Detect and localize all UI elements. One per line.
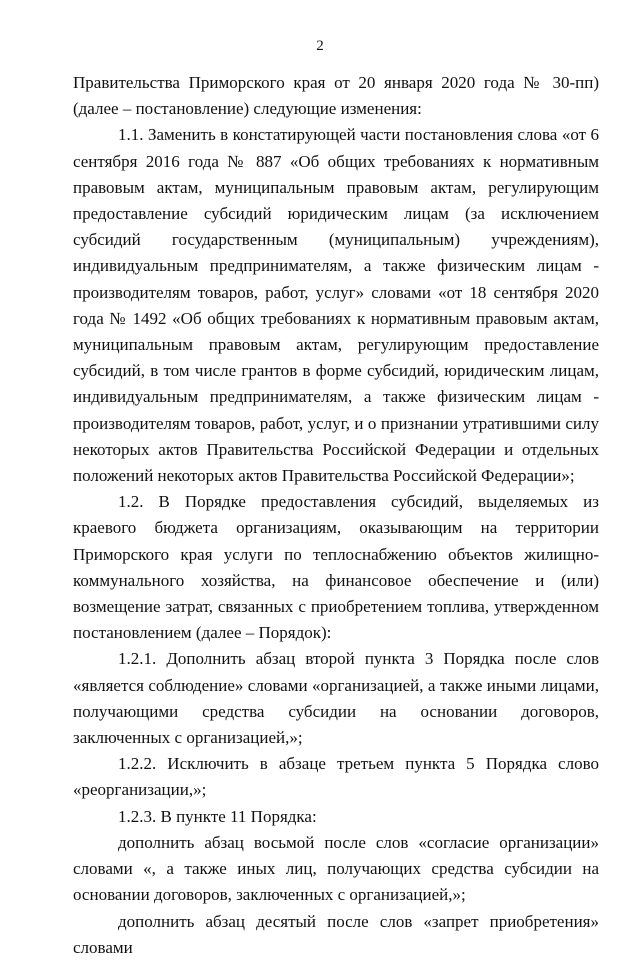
paragraph-1-1: 1.1. Заменить в констатирующей части постановления слова «от 6 сентября 2016 года № 887 «Об общих требованиях к нормативным правовым актам, муниципальным правовым актам, регулирующим предоставление субсидий юридическим лицам (за исключением субсидий государственным (муниципальным) учреждениям), индивидуальным предпринимателям, а также физическим лицам - производителям товаров, работ, услуг» словами «от 18 сентября 2020 года № 1492 «Об общих требованиях к нормативным правовым актам, муниципальным правовым актам, регулирующим предоставление субсидий, в том числе грантов в форме субсидий, юридическим лицам, индивидуальным предпринимателям, а также физическим лицам - производителям товаров, работ, услуг, и о признании утратившими силу некоторых актов Правительства Российской Федерации и отдельных положений некоторых актов Правительства Российской Федерации»; (73, 125, 599, 486)
paragraph-amendment-8: дополнить абзац восьмой после слов «согласие организации» словами «, а также иных лиц, получающих средства субсидии на основании договоров, заключенных с организацией,»; (73, 832, 599, 905)
paragraph-1-2-2: 1.2.2. Исключить в абзаце третьем пункта 5 Порядка слово «реорганизации,»; (73, 754, 599, 800)
paragraph-intro-continuation: Правительства Приморского края от 20 января 2020 года № 30-пп) (далее – постановление) следующие изменения: (73, 73, 599, 119)
page-number: 2 (316, 38, 324, 54)
paragraph-1-2-3: 1.2.3. В пункте 11 Порядка: (118, 806, 317, 826)
paragraph-amendment-10: дополнить абзац десятый после слов «запрет приобретения» словами (73, 911, 599, 957)
paragraph-1-2: 1.2. В Порядке предоставления субсидий, выделяемых из краевого бюджета организациям, оказывающим на территории Приморского края услуги по теплоснабжению объектов жилищно-коммунального хозяйства, на финансовое обеспечение и (или) возмещение затрат, связанных с приобретением топлива, утвержденном постановлением (далее – Порядок): (73, 492, 599, 643)
paragraph-1-2-1: 1.2.1. Дополнить абзац второй пункта 3 Порядка после слов «является соблюдение» словами «организацией, а также иными лицами, получающими средства субсидии на основании договоров, заключенных с организацией,»; (73, 649, 599, 748)
document-body (73, 70, 599, 961)
